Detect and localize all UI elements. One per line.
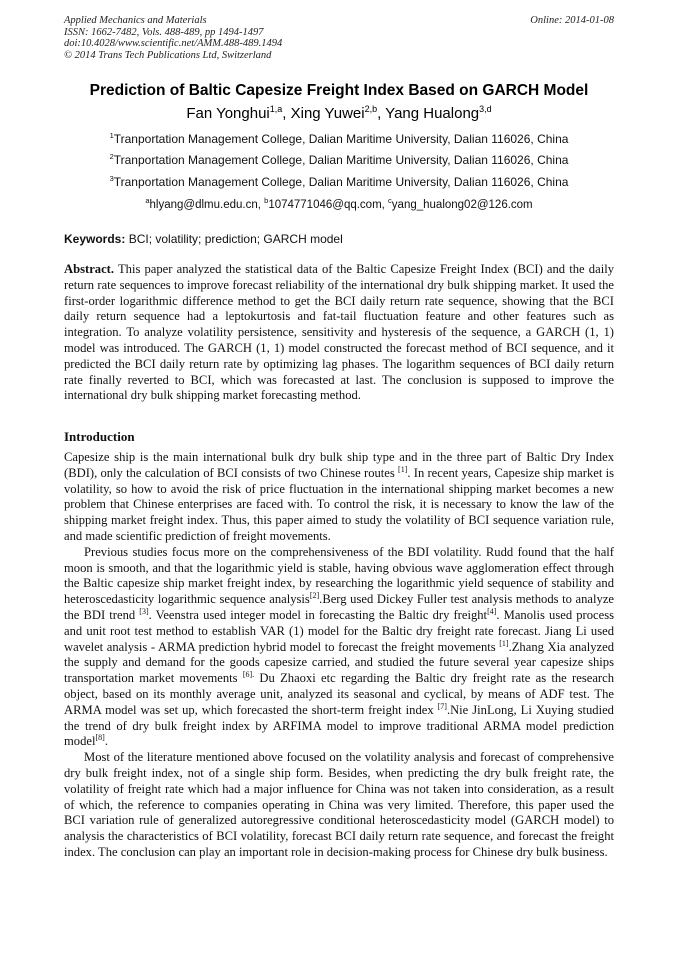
affiliation-2: $^2$Tranportation Management College, Dalian Maritime University, Dalian 116026, China [109, 152, 569, 167]
section-heading-introduction: Introduction [64, 429, 135, 444]
citation[interactable]: [6]. [242, 669, 255, 679]
citation[interactable]: [7] [437, 701, 447, 711]
paragraph: Previous studies focus more on the comprehensiveness of the BDI volatility. Rudd found that the half moon is smooth, and that the logarithmic yield is stable, having obvious wave agglomeration effect through the Baltic capesize ship market freight index, by researching the logarithmic yield sequence of stability and heteroscedasticity logarithmic sequence analysis[2].Berg used Dickey Fuller test analysis methods to analyze the BDI trend [3]. Veenstra used integer model in forecasting the Baltic dry freight[4]. Manolis used process and unit root test method to establish VAR (1) model for the Baltic dry freight rate forecast. Jiang Li used wavelet analysis - ARMA prediction hybrid model to forecast the freight movements [1].Zhang Xia analyzed the supply and demand for the goods capesize carried, and studied the future several year capesize ships transportation market movements $^{[6].}$ Du Zhaoxi etc regarding the Baltic dry freight rate as the research object, based on its monthly average unit, analyzed its seasonal and cyclical, by means of ADF test. The ARMA model was set up, which forecasted the short-term freight index [7].Nie JinLong, Li Xuying studied the trend of dry bulk freight index by ARFIMA model to improve traditional ARMA model prediction model[8]. [64, 544, 614, 749]
affiliation-3: $^3$Tranportation Management College, Dalian Maritime University, Dalian 116026, China [109, 174, 569, 189]
citation[interactable]: [1] [398, 464, 408, 474]
paragraph: Most of the literature mentioned above focused on the volatility analysis and forecast of comprehensive dry bulk freight index, not of a single ship form. Besides, when predicting the dry bulk freight rate, the volatility of freight rate which had a major influence for China was not taken into consideration, as a result of which, the reference to companies operating in China was very limited. Therefore, this paper used the BCI variation rule of generalized autoregressive conditional heteroscedasticity model (GARCH model) to analysis the characteristics of BCI volatility, forecast BCI daily return rate sequence, and forecast the freight index. The conclusion can play an important role in decision-making process for Chinese dry bulk business. [64, 750, 614, 859]
author-sup: 2,b [364, 104, 378, 114]
author-name: Xing Yuwei [290, 105, 365, 122]
citation[interactable]: [4] [487, 606, 497, 616]
abstract [64, 262, 614, 404]
email-link[interactable]: yang_hualong02@126.com [391, 198, 533, 211]
citation[interactable]: [2] [309, 590, 320, 600]
doi-line[interactable]: doi:10.4028/www.scientific.net/AMM.488-489.1494 [64, 38, 283, 50]
author-name: Yang Hualong [385, 105, 480, 122]
author-sup: 1,a [269, 104, 283, 114]
paper-title: Prediction of Baltic Capesize Freight Index Based on GARCH Model [89, 82, 589, 99]
author-list: Fan Yonghui$^{1,a}$, Xing Yuwei$^{2,b}$, Yang Hualong$^{3,d}$ [186, 104, 492, 122]
keywords-text: BCI; volatility; prediction; GARCH model [128, 232, 343, 246]
keywords-label: Keywords: [64, 232, 126, 246]
email-list: $^a$hlyang@dlmu.edu.cn, $^b$1074771046@qq.com, $^c$yang_hualong02@126.com [145, 196, 533, 211]
online-date: Online: 2014-01-08 [530, 15, 614, 26]
author-name: Fan Yonghui [186, 105, 270, 122]
citation[interactable]: [1] [499, 638, 509, 648]
copyright-line: © 2014 Trans Tech Publications Ltd, Switzerland [64, 49, 272, 61]
keywords [64, 232, 614, 246]
email-link[interactable]: 1074771046@qq.com [268, 198, 382, 211]
abstract-label: Abstract. [64, 262, 115, 276]
journal-header [64, 15, 424, 61]
introduction-body [64, 450, 614, 861]
affiliation-1: $^1$Tranportation Management College, Dalian Maritime University, Dalian 116026, China [109, 131, 569, 146]
paragraph: Capesize ship is the main international bulk dry bulk ship type and in the three part of Baltic Dry Index (BDI), only the calculation of BCI consists of two Chinese routes [1]. In recent years, Capesize ship market is volatility, so how to avoid the risk of price fluctuation in the international shipping market becomes a new problem that Chinese enterprises are faced with. To control the risk, it is necessary to know the law of the shipping market freight index. Thus, this paper aimed to study the volatility of BCI sequence variation rule, and made scientific prediction of freight movements. [64, 450, 614, 543]
citation[interactable]: [3] [139, 606, 149, 616]
author-sup: 3,d [479, 104, 492, 114]
citation[interactable]: [8] [95, 733, 105, 743]
journal-name: Applied Mechanics and Materials [64, 15, 207, 26]
issn-line: ISSN: 1662-7482, Vols. 488-489, pp 1494-1497 [64, 26, 264, 38]
abstract-text: This paper analyzed the statistical data of the Baltic Capesize Freight Index (BCI) and the daily return rate sequences to improve forecast reliability of the international dry bulk shipping market. It used the first-order logarithmic difference method to get the BCI daily return rate sequence, showing that the BCI daily return sequence had a leptokurtosis and fat-tail fluctuation feature and other features such as integration. To analyze volatility persistence, sensitivity and hysteresis of the sequence, a GARCH (1, 1) model was introduced. The GARCH (1, 1) model constructed the forecast method of BCI sequence, and it predicted the BCI daily return rate by optimizing lag phases. The logarithm sequences of BCI daily return rate finally reverted to BCI, which was forecasted at last. The conclusion is supposed to improve the international dry bulk shipping market forecasting method. [64, 262, 614, 403]
email-link[interactable]: hlyang@dlmu.edu.cn [149, 198, 258, 211]
